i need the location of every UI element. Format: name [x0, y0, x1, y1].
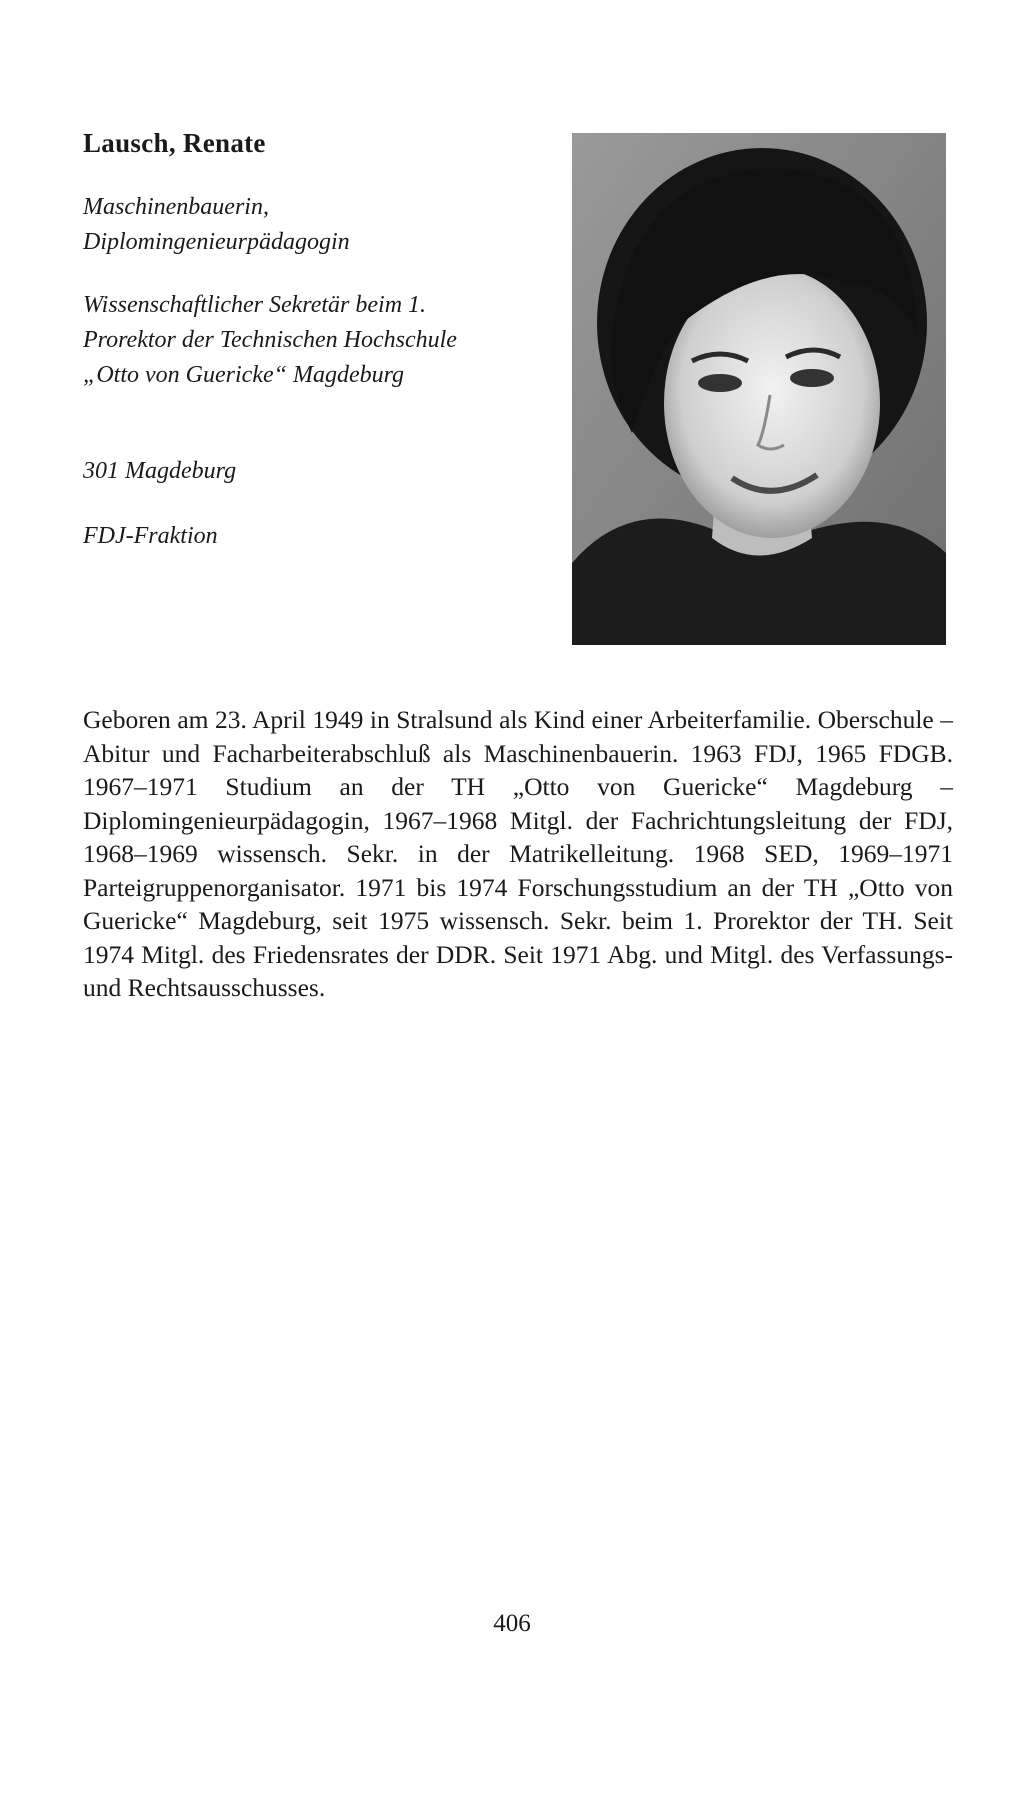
city: 301 Magdeburg: [83, 458, 237, 484]
fraction: FDJ-Fraktion: [83, 523, 218, 549]
occupation: Maschinenbauerin, Diplomingenieurpädagogin: [83, 194, 350, 255]
portrait-photo: [572, 133, 946, 645]
biography-text: Geboren am 23. April 1949 in Stralsund als Kind einer Arbeiterfamilie. Oberschule – Abitur und Facharbeiterabschluß als Maschinenbauerin. 1963 FDJ, 1965 FDGB. 1967–1971 Studium an der TH „Otto von Guericke“ Magdeburg – Diplomingenieurpädagogin, 1967–1968 Mitgl. der Fachrichtungsleitung der FDJ, 1968–1969 wissensch. Sekr. in der Matrikelleitung. 1968 SED, 1969–1971 Parteigruppenorganisator. 1971 bis 1974 Forschungsstudium an der TH „Otto von Guericke“ Magdeburg, seit 1975 wissensch. Sekr. beim 1. Prorektor der TH. Seit 1974 Mitgl. des Friedensrates der DDR. Seit 1971 Abg. und Mitgl. des Verfassungs- und Rechtsausschusses.: [83, 705, 953, 1002]
position: Wissenschaftlicher Sekretär beim 1. Prorektor der Technischen Hochschule „Otto von Guericke“ Magdeburg: [83, 292, 457, 388]
page-number: 406: [493, 1610, 531, 1637]
person-name: Lausch, Renate: [83, 128, 266, 158]
